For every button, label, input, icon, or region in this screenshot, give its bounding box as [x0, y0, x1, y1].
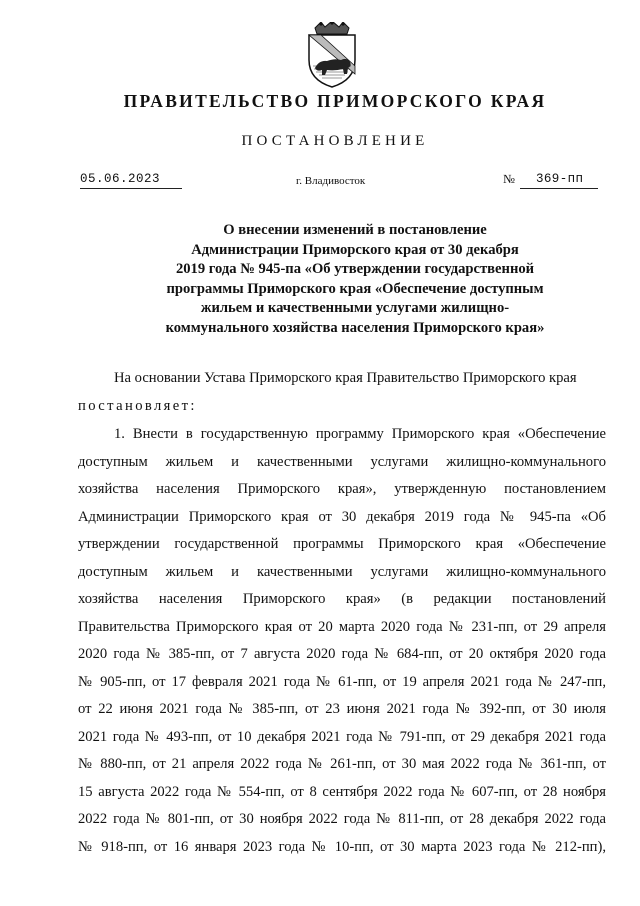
subject-line: жильем и качественными услугами жилищно-: [200, 300, 510, 317]
coat-of-arms-emblem: [301, 22, 363, 88]
body-line: Администрации Приморского края от 30 декабря 2019 года № 945-па «Об: [78, 509, 606, 525]
subject-line: программы Приморского края «Обеспечение доступным: [166, 280, 544, 297]
body-line: 1. Внести в государственную программу Приморского края «Обеспечение: [114, 426, 606, 442]
subject-line: 2019 года № 945-па «Об утверждении государственной: [175, 261, 535, 278]
government-title: ПРАВИТЕЛЬСТВО ПРИМОРСКОГО КРАЯ: [123, 91, 547, 111]
body-line: № 905-пп, от 17 февраля 2021 года № 61-пп, от 19 апреля 2021 года № 247-пп,: [78, 674, 606, 690]
number-sign: №: [503, 172, 515, 186]
body-line: 2021 года № 493-пп, от 10 декабря 2021 года № 791-пп, от 29 декабря 2021 года: [78, 729, 606, 745]
subject-line: О внесении изменений в постановление: [223, 222, 487, 238]
body-line: На основании Устава Приморского края Правительство Приморского края: [114, 370, 577, 386]
body-line: утверждении государственной программы Приморского края «Обеспечение: [78, 536, 606, 552]
body-line: постановляет:: [78, 398, 197, 414]
body-line: № 880-пп, от 21 апреля 2022 года № 261-пп, от 30 мая 2022 года № 361-пп, от: [78, 756, 606, 772]
document-number: 369-пп: [536, 172, 584, 186]
date-underline: [80, 188, 182, 189]
body-line: № 918-пп, от 16 января 2023 года № 10-пп, от 30 марта 2023 года № 212-пп),: [78, 839, 606, 855]
document-date: 05.06.2023: [80, 172, 161, 186]
body-line: 15 августа 2022 года № 554-пп, от 8 сентября 2022 года № 607-пп, от 28 ноября: [78, 784, 606, 800]
body-line: Правительства Приморского края от 20 марта 2020 года № 231-пп, от 29 апреля: [78, 619, 606, 635]
body-line: 2022 года № 801-пп, от 30 ноября 2022 года № 811-пп, от 28 декабря 2022 года: [78, 811, 606, 827]
document-subject: [120, 221, 590, 339]
body-line: от 22 июня 2021 года № 385-пп, от 23 июня 2021 года № 392-пп, от 30 июля: [78, 701, 606, 717]
body-line: доступным жильем и качественными услугами жилищно-коммунального: [78, 454, 606, 470]
number-underline: [520, 188, 598, 189]
body-line: доступным жильем и качественными услугами жилищно-коммунального: [78, 564, 606, 580]
subject-line: Администрации Приморского края от 30 декабря: [191, 241, 519, 258]
body-line: хозяйства населения Приморского края» (в редакции постановлений: [78, 591, 606, 607]
body-line: 2020 года № 385-пп, от 7 августа 2020 года № 684-пп, от 20 октября 2020 года: [78, 646, 606, 662]
subject-line: коммунального хозяйства населения Приморского края»: [165, 319, 545, 336]
body-line: хозяйства населения Приморского края», утвержденную постановлением: [78, 481, 606, 497]
document-city: г. Владивосток: [296, 175, 366, 187]
document-type: ПОСТАНОВЛЕНИЕ: [241, 133, 429, 149]
